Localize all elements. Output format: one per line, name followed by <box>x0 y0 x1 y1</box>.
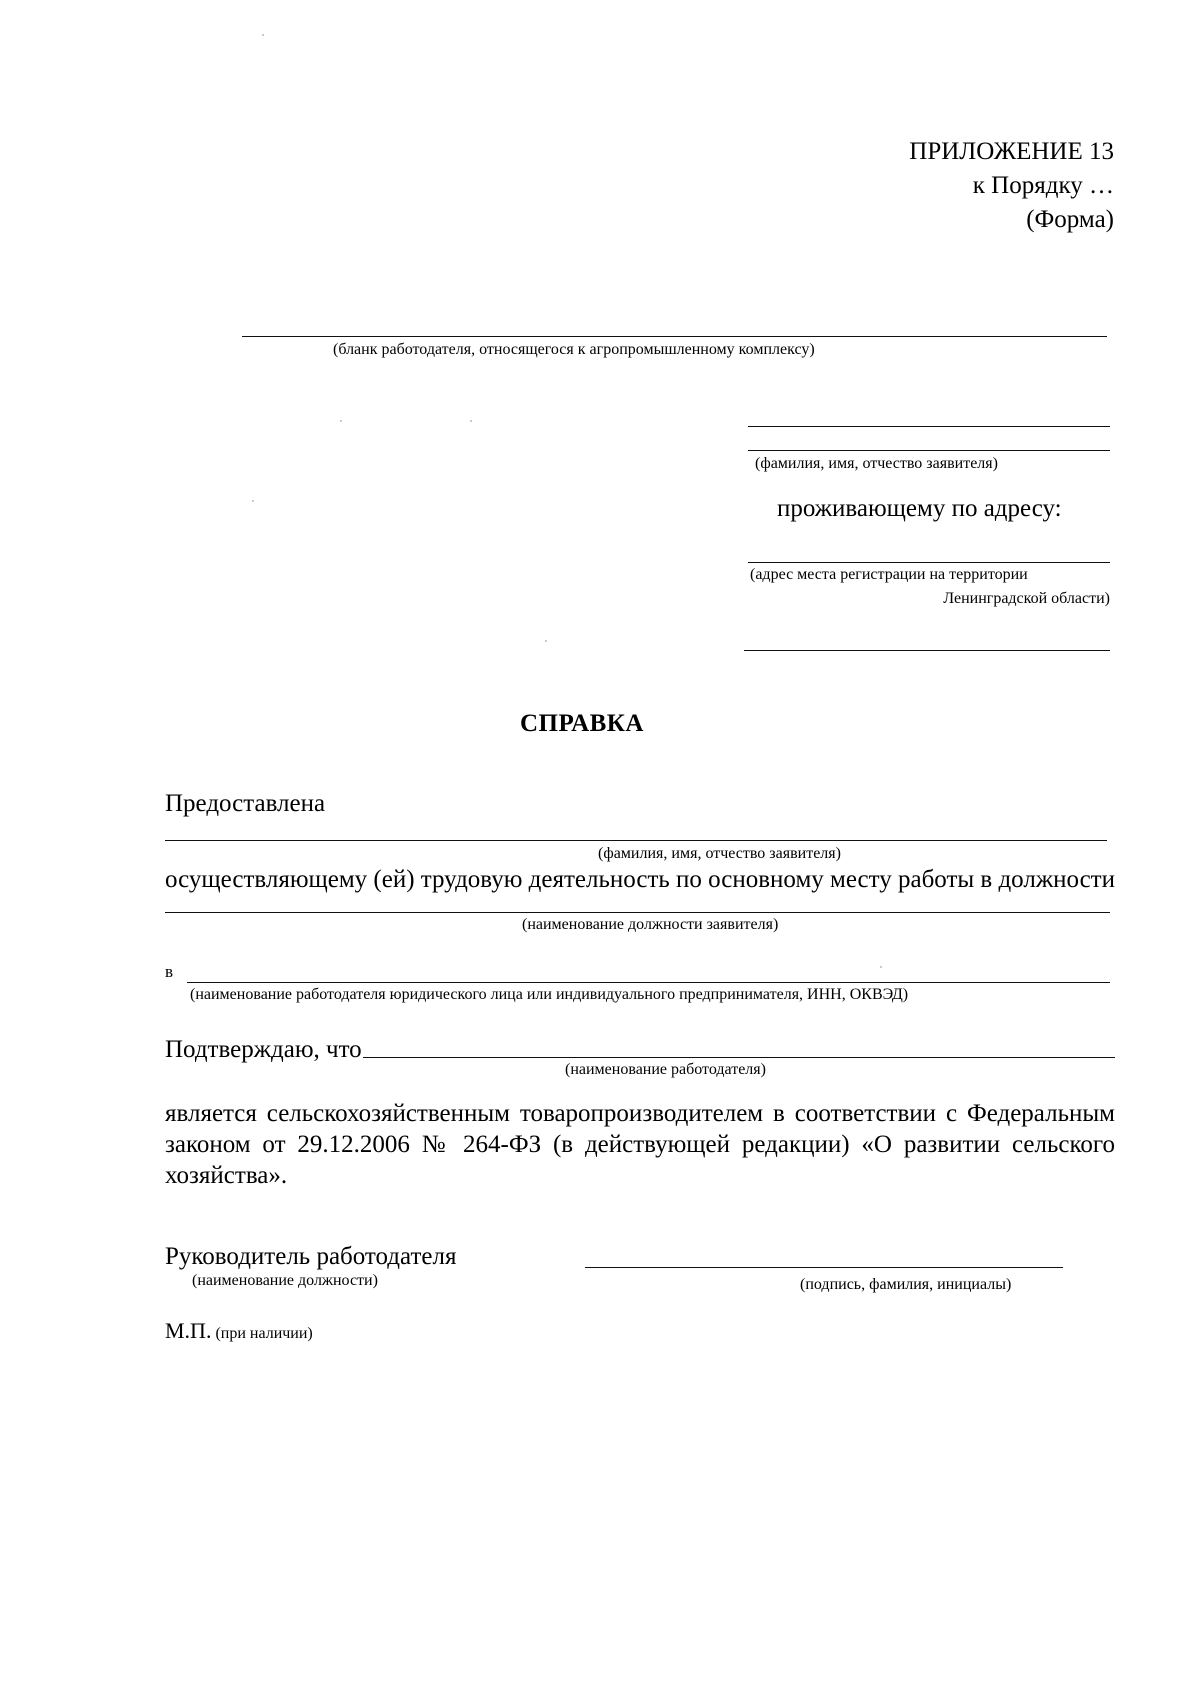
applicant-name-caption: (фамилия, имя, отчество заявителя) <box>598 845 841 862</box>
employer-blank-caption: (бланк работодателя, относящегося к агропромышленному комплексу) <box>333 341 815 358</box>
scan-speck <box>340 420 342 422</box>
seal-label <box>165 1318 313 1344</box>
in-label: в <box>165 962 174 981</box>
scan-speck <box>470 420 472 422</box>
confirm-label: Подтверждаю, что <box>165 1036 362 1063</box>
employer-line[interactable] <box>187 982 1110 983</box>
position-line[interactable] <box>165 912 1110 913</box>
statement-line-3: хозяйства». <box>165 1162 288 1189</box>
residing-address-label: проживающему по адресу: <box>777 495 1062 522</box>
address-caption-2: Ленинградской области) <box>943 590 1110 607</box>
statement-line-2: законом от 29.12.2006 № 264-ФЗ (в действующей редакции) «О развитии сельского <box>165 1131 1115 1158</box>
employment-text: осуществляющему (ей) трудовую деятельность по основному месту работы в должности <box>165 866 1115 893</box>
seal-note: (при наличии) <box>215 1325 313 1342</box>
address-extra-line[interactable] <box>744 650 1110 651</box>
seal-mark: М.П. <box>165 1318 212 1343</box>
employer-name-line[interactable] <box>363 1057 1115 1058</box>
signature-line[interactable] <box>585 1267 1063 1268</box>
scan-speck <box>545 640 547 642</box>
provided-label: Предоставлена <box>165 790 326 817</box>
document-title: СПРАВКА <box>520 710 644 737</box>
order-reference: к Порядку … <box>972 172 1114 199</box>
applicant-name-line[interactable] <box>165 840 1107 841</box>
address-caption-1: (адрес места регистрации на территории <box>750 566 1028 583</box>
scan-speck <box>880 966 882 968</box>
employer-blank-line[interactable] <box>242 336 1107 337</box>
statement-line-1: является сельскохозяйственным товаропроизводителем в соответствии с Федеральным <box>165 1100 1115 1127</box>
addressee-name-line-1[interactable] <box>748 426 1110 427</box>
appendix-number: ПРИЛОЖЕНИЕ 13 <box>909 138 1114 165</box>
form-label: (Форма) <box>1026 206 1114 233</box>
employer-caption: (наименование работодателя юридического лица или индивидуального предпринимателя, ИНН, ОКВЭД) <box>190 986 909 1003</box>
position-caption: (наименование должности заявителя) <box>522 916 779 933</box>
head-of-employer-label: Руководитель работодателя <box>165 1243 457 1270</box>
employer-name-caption: (наименование работодателя) <box>565 1061 766 1078</box>
address-line[interactable] <box>748 562 1110 563</box>
scan-speck <box>262 34 264 36</box>
addressee-name-caption: (фамилия, имя, отчество заявителя) <box>755 455 998 472</box>
addressee-name-line-2[interactable] <box>748 450 1110 451</box>
scan-speck <box>252 500 254 502</box>
head-position-caption: (наименование должности) <box>192 1272 378 1289</box>
signature-caption: (подпись, фамилия, инициалы) <box>800 1276 1012 1293</box>
